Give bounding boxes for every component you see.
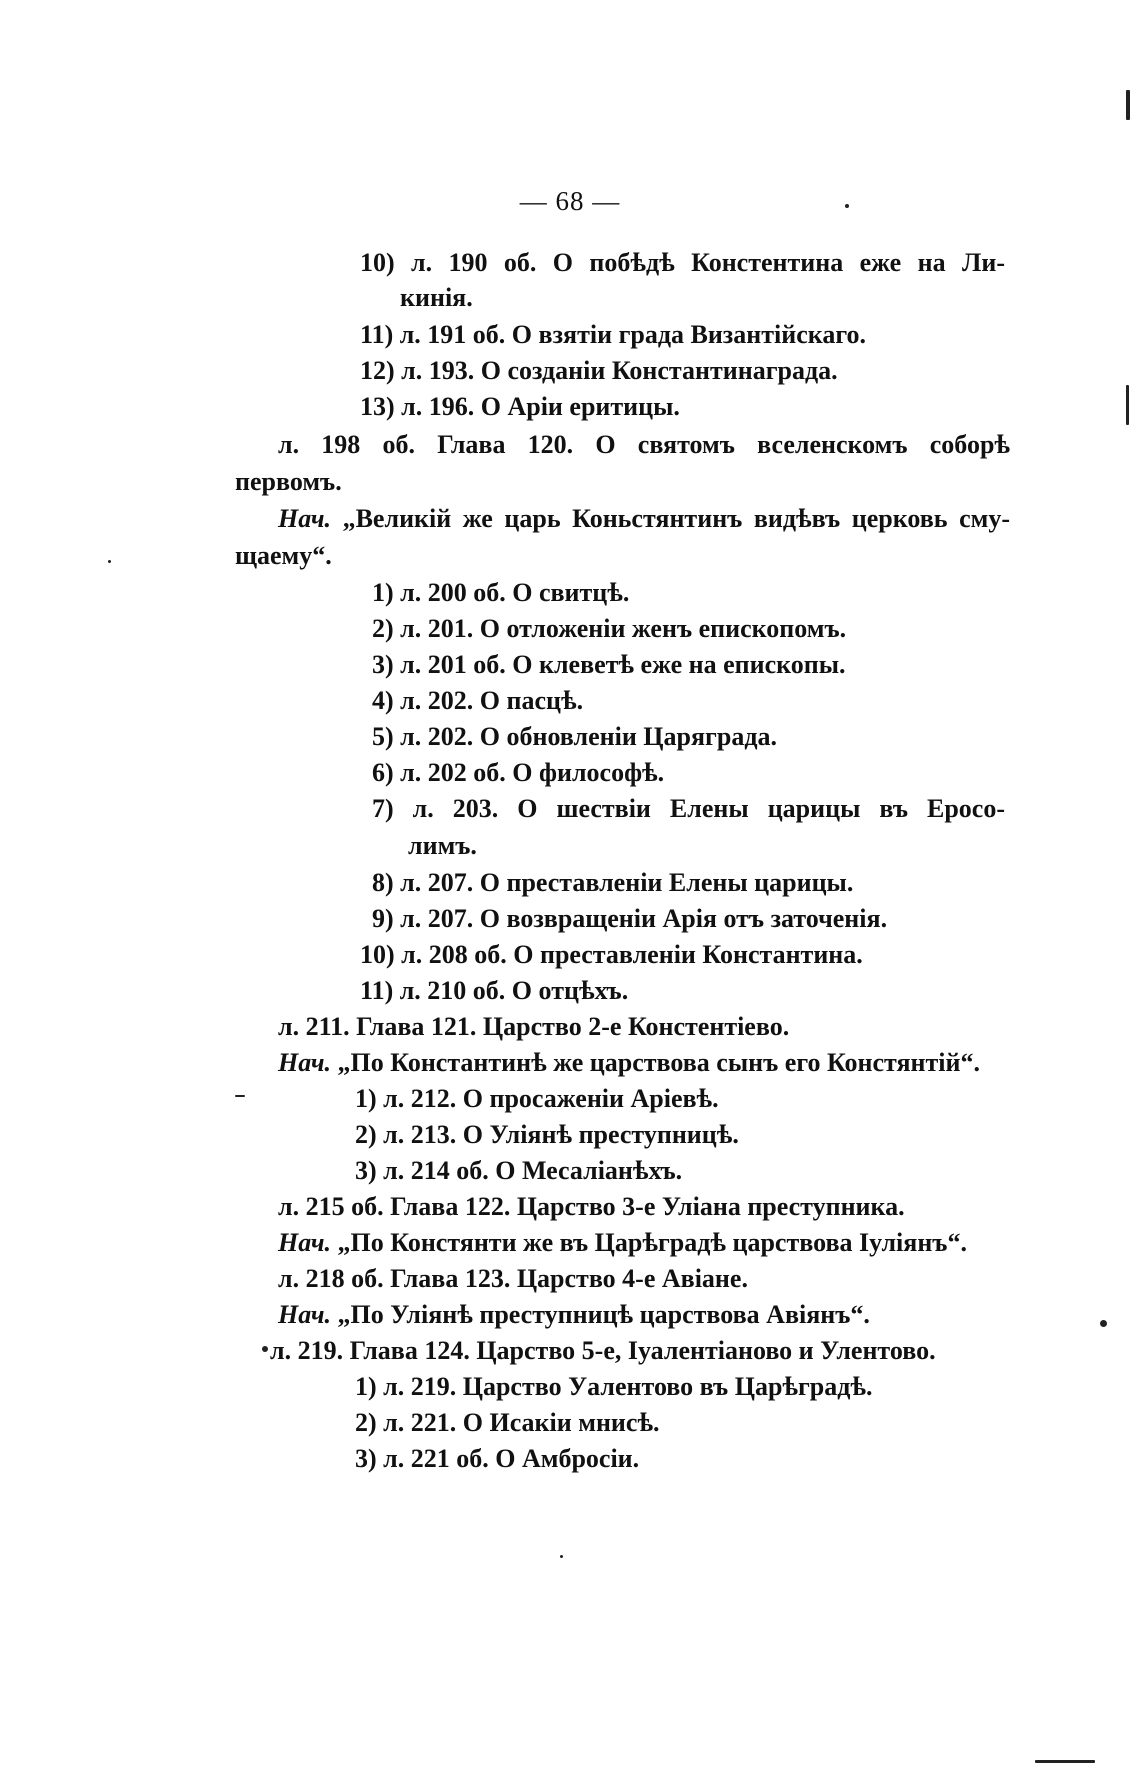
chapter-heading: л. 218 об. Глава 123. Царство 4-е Авіане. — [278, 1264, 748, 1293]
entry-line: 6) л. 202 об. О философѣ. — [372, 758, 665, 787]
entry-line: 3) л. 221 об. О Амбросіи. — [355, 1444, 640, 1473]
chapter-heading: л. 219. Глава 124. Царство 5-е, Іуалентіаново и Улентово. — [270, 1336, 936, 1365]
entry-line: 2) л. 213. О Уліянѣ преступницѣ. — [355, 1120, 739, 1149]
chapter-heading: л. 198 об. Глава 120. О святомъ вселенскомъ соборѣ — [278, 430, 1010, 459]
entry-line: 5) л. 202. О обновленіи Царяграда. — [372, 722, 777, 751]
incipit-label: Нач. — [278, 1228, 332, 1257]
incipit-line: Нач. „По Констянти же въ Царѣградѣ царствова Іуліянъ“. — [278, 1228, 967, 1257]
entry-line: 11) л. 210 об. О отцѣхъ. — [360, 976, 629, 1005]
incipit-line: Нач. „Великій же царь Коньстянтинъ видѣвъ церковь сму- — [278, 504, 1010, 533]
entry-line: 1) л. 212. О просаженіи Аріевѣ. — [355, 1084, 719, 1113]
entry-line: 1) л. 219. Царство Уалентово въ Царѣградѣ. — [355, 1372, 873, 1401]
entry-line: 12) л. 193. О созданіи Константинаграда. — [360, 356, 838, 385]
entry-line: 4) л. 202. О пасцѣ. — [372, 686, 584, 715]
entry-continuation: лимъ. — [408, 831, 477, 860]
scan-speck — [1100, 1320, 1107, 1327]
entry-line: 7) л. 203. О шествіи Елены царицы въ Еросо- — [372, 794, 1005, 823]
scan-speck — [1126, 385, 1129, 425]
entry-line: 3) л. 201 об. О клеветѣ еже на епископы. — [372, 650, 846, 679]
scan-speck — [262, 1346, 268, 1352]
entry-line: 2) л. 221. О Исакіи мнисѣ. — [355, 1408, 660, 1437]
entry-line: 3) л. 214 об. О Месаліанѣхъ. — [355, 1156, 683, 1185]
incipit-label: Нач. — [278, 1300, 332, 1329]
incipit-label: Нач. — [278, 1048, 332, 1077]
scan-speck — [1126, 90, 1130, 120]
chapter-heading: л. 215 об. Глава 122. Царство 3-е Уліана преступника. — [278, 1192, 905, 1221]
entry-line: 2) л. 201. О отложеніи женъ епископомъ. — [372, 614, 847, 643]
entry-line: 11) л. 191 об. О взятіи града Византійскаго. — [360, 320, 866, 349]
incipit-line: Нач. „По Уліянѣ преступницѣ царствова Авіянъ“. — [278, 1300, 870, 1329]
scan-speck — [1035, 1760, 1095, 1763]
entry-line: 9) л. 207. О возвращеніи Арія отъ заточенія. — [372, 904, 888, 933]
scan-speck — [560, 1555, 563, 1558]
incipit-label: Нач. — [278, 504, 332, 533]
chapter-heading: л. 211. Глава 121. Царство 2-е Констентіево. — [278, 1012, 790, 1041]
entry-line: 10) л. 190 об. О побѣдѣ Констентина еже на Ли- — [360, 248, 1005, 277]
entry-continuation: кинія. — [400, 283, 473, 312]
entry-line: 10) л. 208 об. О преставленіи Константина. — [360, 940, 863, 969]
scan-speck — [235, 1095, 245, 1097]
entry-line: 8) л. 207. О преставленіи Елены царицы. — [372, 868, 854, 897]
page-number: — 68 — — [519, 186, 621, 216]
entry-line: 13) л. 196. О Аріи еритицы. — [360, 392, 680, 421]
scan-speck — [108, 560, 111, 563]
entry-line: 1) л. 200 об. О свитцѣ. — [372, 578, 630, 607]
incipit-line: Нач. „По Константинѣ же царствова сынъ его Констянтій“. — [278, 1048, 981, 1077]
chapter-heading-continuation: первомъ. — [235, 467, 342, 496]
incipit-continuation: щаему“. — [235, 541, 332, 570]
scan-speck — [845, 204, 849, 208]
